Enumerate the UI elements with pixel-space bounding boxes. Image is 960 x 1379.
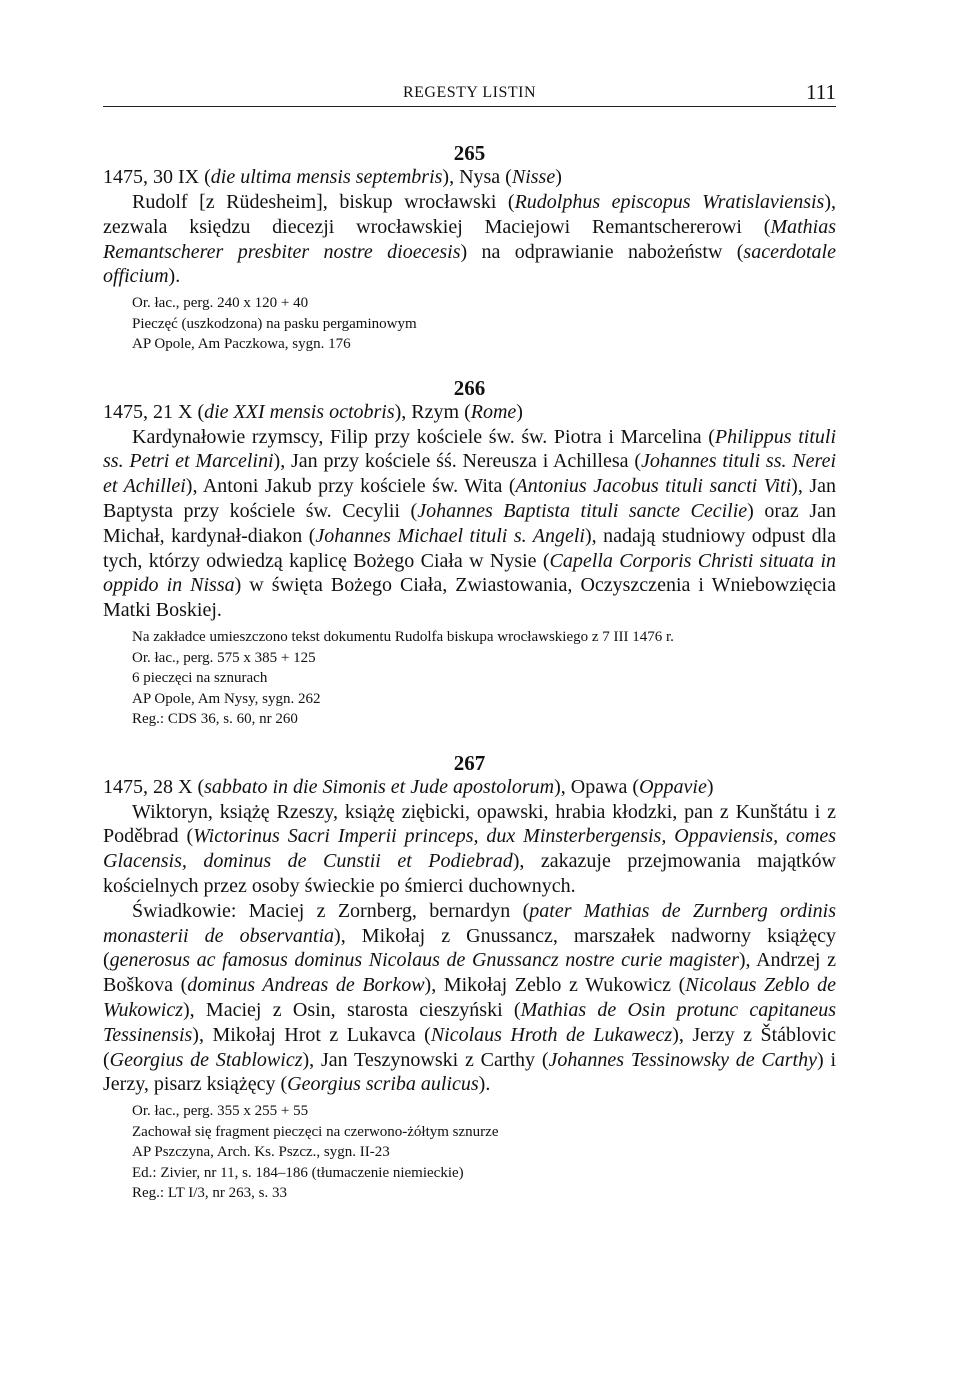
regest-entry-267 xyxy=(103,751,836,1204)
entry-summary xyxy=(103,190,836,289)
text-run: Świadkowie: Maciej z Zornberg, bernardyn ( xyxy=(132,899,530,922)
latin-quote: Nicolaus Hroth de Lukawecz xyxy=(430,1023,673,1046)
entry-number: 267 xyxy=(453,750,486,775)
text-run: ) w święta Bożego Ciała, Zwiastowania, Oczyszczenia i Wniebowzięcia Matki Boskiej. xyxy=(103,574,836,622)
entry-date-line: 1475, 30 IX (die ultima mensis septembris), Nysa (Nisse) xyxy=(103,166,562,188)
archival-notes xyxy=(132,627,836,730)
latin-quote: pater Mathias de Zurnberg ordinis monasterii de observantia xyxy=(103,899,836,947)
entry-number: 265 xyxy=(453,141,486,165)
text-run: Rudolf [z Rüdesheim], biskup wrocławski ( xyxy=(132,191,515,213)
latin-quote: Johannes Baptista tituli sancte Cecilie xyxy=(417,500,748,523)
text-run: ). xyxy=(168,265,181,288)
page-header xyxy=(103,80,836,107)
archival-note: Zachował się fragment pieczęci na czerwono-żółtym sznurze xyxy=(132,1123,499,1140)
entry-summary xyxy=(103,425,836,623)
archival-note: AP Opole, Am Nysy, sygn. 262 xyxy=(132,690,321,707)
latin-quote: sacerdotale officium xyxy=(103,240,836,288)
text-run: ), Jan przy kościele śś. Nereusza i Achillesa ( xyxy=(273,450,641,473)
archival-note: Reg.: LT I/3, nr 263, s. 33 xyxy=(132,1185,288,1202)
text-run: ), Maciej z Osin, starosta cieszyński ( xyxy=(183,998,521,1021)
archival-note: AP Pszczyna, Arch. Ks. Pszcz., sygn. II-23 xyxy=(132,1144,390,1161)
entry-witnesses xyxy=(103,899,836,1097)
archival-note: Or. łac., perg. 575 x 385 + 125 xyxy=(132,649,316,666)
running-head: REGESTY LISTIN xyxy=(402,84,537,101)
entry-number: 266 xyxy=(453,375,486,400)
archival-notes xyxy=(132,293,836,355)
latin-quote: Capella Corporis Christi situata in oppido in Nissa xyxy=(103,549,836,597)
text-run: ), nadają studniowy odpust dla tych, którzy odwiedzą kaplicę Bożego Ciała w Nysie ( xyxy=(103,524,836,572)
entry-date-line: 1475, 28 X (sabbato in die Simonis et Jude apostolorum), Opawa (Oppavie) xyxy=(103,775,714,798)
page-number: 111 xyxy=(806,80,836,104)
archival-note: 6 pieczęci na sznurach xyxy=(132,670,268,687)
archival-note: Reg.: CDS 36, s. 60, nr 260 xyxy=(132,711,298,728)
text-run: ), zakazuje przejmowania majątków kościelnych przez osoby świeckie po śmierci duchownych. xyxy=(103,850,837,897)
archival-notes xyxy=(132,1101,836,1204)
text-run: ), Jan Teszynowski z Carthy ( xyxy=(302,1048,549,1071)
latin-quote: Philippus tituli ss. Petri et Marcelini xyxy=(103,425,836,473)
text-run: Wiktoryn, książę Rzeszy, książę ziębicki, opawski, hrabia kłodzki, pan z Kunštátu i z Poděbrad ( xyxy=(103,800,836,848)
entry-date-line: 1475, 21 X (die XXI mensis octobris), Rzym (Rome) xyxy=(103,400,523,423)
archival-note: Ed.: Zivier, nr 11, s. 184–186 (tłumaczenie niemieckie) xyxy=(132,1164,464,1181)
latin-quote: Georgius de Stablowicz xyxy=(109,1048,303,1071)
archival-note: AP Opole, Am Paczkowa, sygn. 176 xyxy=(132,336,351,353)
text-run: ) na odprawianie nabożeństw ( xyxy=(460,240,744,263)
text-run: ), Antoni Jakub przy kościele św. Wita ( xyxy=(185,475,516,498)
text-run: Kardynałowie rzymscy, Filip przy kościele św. św. Piotra i Marcelina ( xyxy=(132,425,715,448)
latin-quote: Nicolaus Zeblo de Wukowicz xyxy=(103,974,836,1021)
page-content xyxy=(103,141,836,1204)
latin-quote: Mathias Remantscherer presbiter nostre dioecesis xyxy=(103,215,836,263)
latin-quote: Johannes tituli ss. Nerei et Achillei xyxy=(103,450,836,498)
regest-entry-265 xyxy=(103,141,836,355)
text-run: ), Andrzej z Boškova ( xyxy=(103,949,836,997)
latin-quote: Georgius scriba aulicus xyxy=(287,1073,479,1096)
archival-note: Na zakładce umieszczono tekst dokumentu Rudolfa biskupa wrocławskiego z 7 III 1476 r. xyxy=(132,629,674,646)
latin-quote: Mathias de Osin protunc capitaneus Tessinensis xyxy=(103,998,836,1046)
archival-note: Or. łac., perg. 355 x 255 + 55 xyxy=(132,1103,309,1120)
latin-quote: Johannes Michael tituli s. Angeli xyxy=(315,524,585,547)
text-run: ), zezwala księdzu diecezji wrocławskiej Maciejowi Remantschererowi ( xyxy=(103,191,836,238)
text-run: ), Mikołaj Hrot z Lukavca ( xyxy=(192,1023,431,1046)
latin-quote: Rudolphus episcopus Wratislaviensis xyxy=(514,191,825,213)
text-run: ) oraz Jan Michał, kardynał-diakon ( xyxy=(103,500,837,547)
entry-summary xyxy=(103,800,836,899)
text-run: ), Mikołaj z Gnussancz, marszałek nadworny książęcy ( xyxy=(103,924,836,972)
regest-entry-266 xyxy=(103,376,836,730)
text-run: ). xyxy=(478,1073,491,1096)
latin-quote: Wictorinus Sacri Imperii princeps, dux Minsterbergensis, Oppaviensis, comes Glacensis, dominus de Cunstii et Podiebrad xyxy=(103,825,836,873)
latin-quote: Johannes Tessinowsky de Carthy xyxy=(548,1048,817,1071)
text-run: ), Mikołaj Zeblo z Wukowicz ( xyxy=(424,974,686,997)
text-run: ), Jerzy z Štáblovic ( xyxy=(103,1023,836,1071)
text-run: ), Jan Baptysta przy kościele św. Cecylii ( xyxy=(103,475,836,523)
latin-quote: dominus Andreas de Borkow xyxy=(187,974,425,997)
latin-quote: generosus ac famosus dominus Nicolaus de Gnussancz nostre curie magister xyxy=(109,949,739,972)
latin-quote: Antonius Jacobus tituli sancti Viti xyxy=(515,475,792,498)
archival-note: Or. łac., perg. 240 x 120 + 40 xyxy=(132,295,309,312)
archival-note: Pieczęć (uszkodzona) na pasku pergaminowym xyxy=(132,315,417,332)
text-run: ) i Jerzy, pisarz książęcy ( xyxy=(103,1048,837,1096)
